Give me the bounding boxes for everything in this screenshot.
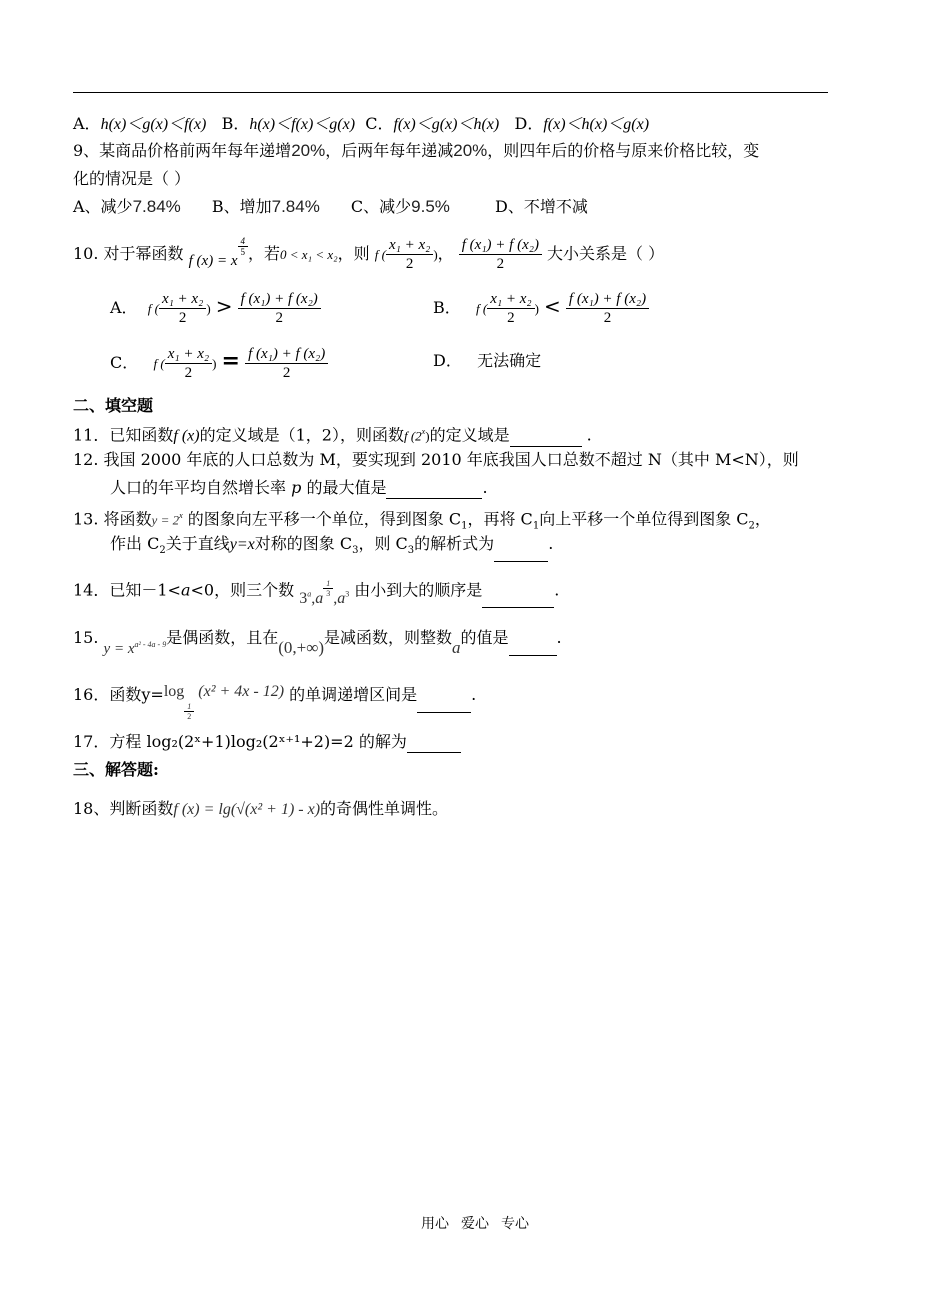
q10-func: f (x) = x $^{\frac{4}{5}}$ — [189, 253, 248, 269]
q9-line2: 化的情况是（ ） — [73, 169, 191, 188]
q15: 15. $y = x^{a^2 - 4a - 9}$是偶函数，且在(0,+∞)是减函数，则整数a的值是 . — [73, 628, 562, 657]
q14-numbers: 3$^a$,a $^{\frac{1}{3}}$ $,a^3$ — [299, 579, 350, 608]
q15-func: $y = x^{a^2 - 4a - 9}$ — [103, 640, 167, 657]
q17: 17．方程 log₂(2ˣ+1)log₂(2ˣ⁺¹+2)=2 的解为 — [73, 731, 461, 753]
q16-func: log $_{\frac{1}{2}}$ (x² + 4x - 12) — [163, 683, 285, 722]
q10-frac-mean-arg: $\frac{\text{x₁ + x₂}}{2}$ — [386, 236, 433, 273]
q17-answer-blank[interactable] — [407, 752, 461, 753]
q8-option-b-label: B． — [221, 114, 250, 133]
q10-condition: 0 < x₁ < x₂ — [280, 247, 338, 262]
q12-line2: 人口的年平均自然增长率 p 的最大值是 . — [110, 478, 488, 497]
q10-option-a: A． f ( $\frac{\text{x₁ + x₂}}{2}$ ) > $\frac{\text{f (x₁) + f (x₂)}}{2}$ — [110, 286, 321, 329]
q8-option-d: f(x)＜h(x)＜g(x) — [543, 116, 650, 133]
q18-func: f (x) = lg(√(x² + 1) - x) — [173, 801, 321, 818]
q9-options: A、减少7.84% B、增加7.84% C、减少9.5% D、不增不减 — [73, 197, 588, 216]
q9-pct1: 20% — [291, 141, 326, 160]
q14: 14．已知－1<a<0，则三个数 3$^a$,a $^{\frac{1}{3}}$ $,a^3$ 由小到大的顺序是 . — [73, 579, 560, 608]
q9-line1: 9、某商品价格前两年每年递增20%，后两年每年递减20%，则四年后的价格与原来价格比较，变 — [73, 141, 760, 160]
q8-option-b: h(x)＜f(x)＜g(x) — [249, 116, 356, 133]
q10-option-b: B． f ( $\frac{\text{x₁ + x₂}}{2}$ ) < $\frac{\text{f (x₁) + f (x₂)}}{2}$ — [433, 286, 649, 329]
section-fill-in-title: 二、填空题 — [73, 396, 154, 415]
q10-frac-mean-value: $\frac{\text{f (x₁) + f (x₂)}}{2}$ — [459, 236, 542, 273]
q13-line2: 作出 $C_2$关于直线y=x对称的图象 $C_3$，则 $C_3$的解析式为 . — [110, 533, 553, 562]
q8-option-a: h(x)＜g(x)＜f(x) — [100, 116, 207, 133]
q12-answer-blank[interactable] — [386, 498, 482, 499]
q15-interval: (0,+∞) — [278, 638, 325, 657]
q13-line1: 13. 将函数$y = 2^x$ 的图象向左平移一个单位，得到图象 $C_1$，再将 $C_1$向上平移一个单位得到图象 $C_2$， — [73, 509, 771, 532]
page-footer: 用心 爱心 专心 — [421, 1216, 529, 1232]
q12-line1: 12. 我国 2000 年底的人口总数为 M，要实现到 2010 年底我国人口总数不超过 N（其中 M<N），则 — [73, 450, 799, 469]
q18: 18、判断函数f (x) = lg(√(x² + 1) - x)的奇偶性单调性。 — [73, 799, 449, 818]
q10-line: 10. 对于幂函数 f (x) = x $^{\frac{4}{5}}$ ，若0 < x₁ < x₂，则 f ( $\frac{\text{x₁ + x₂}}{2}$ )， $\frac{\text{f (x₁) + f (x₂)}}{2}$ 大小关系是（ ） — [73, 236, 665, 272]
section-solve-title: 三、解答题: — [73, 760, 159, 779]
q11: 11．已知函数f (x)的定义域是（1，2），则函数f (2$^x$)的定义域是 . — [73, 421, 592, 447]
q8-option-d-label: D． — [514, 114, 544, 133]
q16-answer-blank[interactable] — [417, 712, 471, 713]
q13-answer-blank[interactable] — [494, 561, 548, 562]
q15-answer-blank[interactable] — [509, 655, 557, 656]
q8-option-a-label: A． — [73, 114, 101, 133]
q8-options — [73, 113, 649, 136]
header-rule — [73, 92, 828, 93]
q8-option-c-label: C． — [365, 114, 394, 133]
q16: 16．函数y=log $_{\frac{1}{2}}$ (x² + 4x - 12) 的单调递增区间是 . — [73, 683, 477, 722]
q14-answer-blank[interactable] — [482, 607, 554, 608]
q10-option-c: C． f ( $\frac{\text{x₁ + x₂}}{2}$ ) = $\frac{\text{f (x₁) + f (x₂)}}{2}$ — [110, 341, 328, 384]
q8-option-c: f(x)＜g(x)＜h(x) — [393, 116, 500, 133]
q11-answer-blank[interactable] — [510, 446, 582, 447]
q10-option-d: D． 无法确定 — [433, 351, 542, 370]
q9-pct2: 20% — [453, 141, 488, 160]
